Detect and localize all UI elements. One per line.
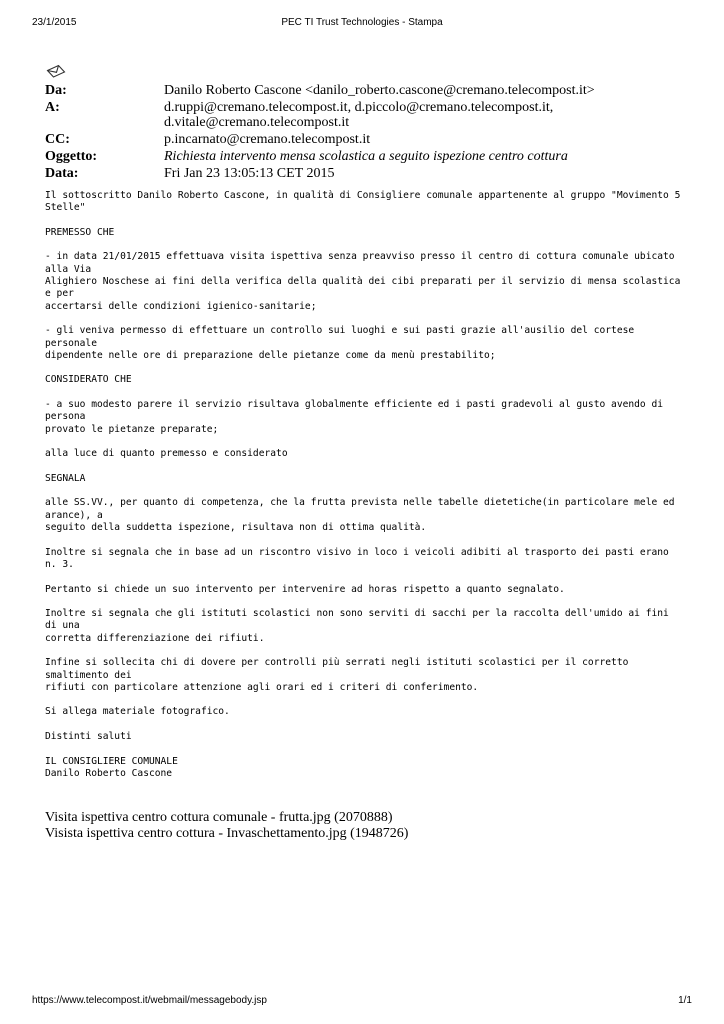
attachment-item[interactable]: Visista ispettiva centro cottura - Invaschettamento.jpg (1948726) xyxy=(45,826,409,841)
print-title: PEC TI Trust Technologies - Stampa xyxy=(281,17,443,28)
print-url: https://www.telecompost.it/webmail/messagebody.jsp xyxy=(32,995,267,1006)
to-value-line2: d.vitale@cremano.telecompost.it xyxy=(164,115,350,130)
date-value: Fri Jan 23 13:05:13 CET 2015 xyxy=(164,166,335,181)
print-header xyxy=(32,17,692,31)
message-body: Il sottoscritto Danilo Roberto Cascone, in qualità di Consigliere comunale appartenente al gruppo "Movimento 5 Stelle" PREMESSO CHE - in data 21/01/2015 effettuava visita ispettiva senza preavviso presso il centro di cottura comunale ubicato alla Via Alighiero Noschese ai fini della verifica della qualità dei cibi preparati per il servizio di mensa scolastica e per accertarsi delle condizioni igienico-sanitarie; - gli veniva permesso di effettuare un controllo sui luoghi e sui pasti grazie all'ausilio del cortese personale dipendente nelle ore di preparazione delle pietanze come da menù prestabilito; CONSIDERATO CHE - a suo modesto parere il servizio risultava globalmente efficiente ed i pasti gradevoli al gusto avendo di persona provato le pietanze preparate; alla luce di quanto premesso e considerato SEGNALA alle SS.VV., per quanto di competenza, che la frutta prevista nelle tabelle dietetiche(in particolare mele ed arance), a seguito della suddetta ispezione, risultava non di ottima qualità. Inoltre si segnala che in base ad un riscontro visivo in loco i veicoli adibiti al trasporto dei pasti erano n. 3. Pertanto si chiede un suo intervento per intervenire ad horas rispetto a quanto segnalato. Inoltre si segnala che gli istituti scolastici non sono serviti di sacchi per la raccolta dell'umido ai fini di una corretta differenziazione dei rifiuti. Infine si sollecita chi di dovere per controlli più serrati negli istituti scolastici per il corretto smaltimento dei rifiuti con particolare attenzione agli orari ed i criteri di conferimento. Si allega materiale fotografico. Distinti saluti IL CONSIGLIERE COMUNALE Danilo Roberto Cascone xyxy=(45,190,681,779)
print-footer xyxy=(32,995,692,1009)
cc-value: p.incarnato@cremano.telecompost.it xyxy=(164,132,371,147)
attachment-item[interactable]: Visita ispettiva centro cottura comunale - frutta.jpg (2070888) xyxy=(45,810,393,825)
from-value: Danilo Roberto Cascone <danilo_roberto.cascone@cremano.telecompost.it> xyxy=(164,83,595,98)
to-label: A: xyxy=(45,100,60,115)
cc-label: CC: xyxy=(45,132,70,147)
envelope-icon xyxy=(46,64,66,78)
from-label: Da: xyxy=(45,83,67,98)
subject-label: Oggetto: xyxy=(45,149,98,164)
to-value-line1: d.ruppi@cremano.telecompost.it, d.piccolo@cremano.telecompost.it, xyxy=(164,100,554,115)
date-label: Data: xyxy=(45,166,79,181)
page-number: 1/1 xyxy=(678,995,692,1006)
attachments-list xyxy=(45,810,685,842)
print-date: 23/1/2015 xyxy=(32,17,77,28)
subject-value: Richiesta intervento mensa scolastica a seguito ispezione centro cottura xyxy=(164,149,568,164)
